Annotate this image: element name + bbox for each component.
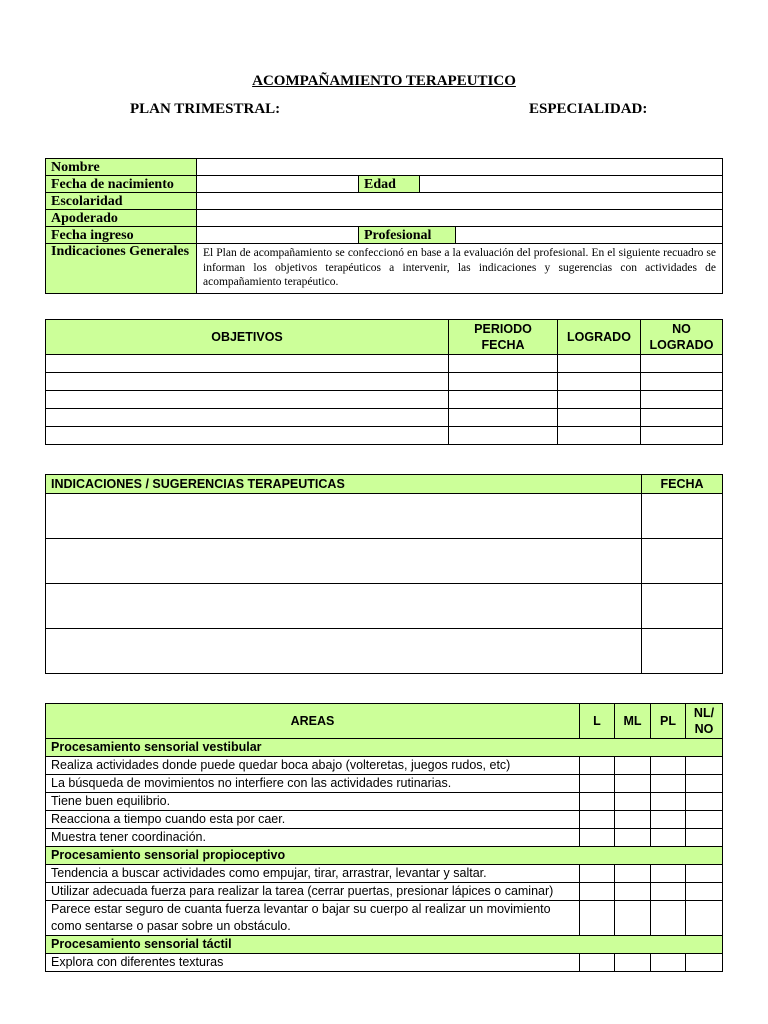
indication-cell[interactable] [46, 494, 642, 539]
period-cell[interactable] [449, 427, 558, 445]
indications-table [45, 474, 723, 674]
objective-row [46, 409, 723, 427]
ml-header: ML [615, 704, 651, 739]
area-row [46, 865, 723, 883]
objective-cell[interactable] [46, 409, 449, 427]
profesional-label: Profesional [359, 227, 456, 244]
pl-cell[interactable] [651, 811, 686, 829]
objective-cell[interactable] [46, 355, 449, 373]
profesional-field[interactable] [456, 227, 723, 244]
period-cell[interactable] [449, 391, 558, 409]
objective-cell[interactable] [46, 427, 449, 445]
nl-no-header: NL/ NO [686, 704, 723, 739]
nl-cell[interactable] [686, 829, 723, 847]
area-row [46, 901, 723, 936]
objetivos-header: OBJETIVOS [46, 320, 449, 355]
area-row [46, 793, 723, 811]
section-vestibular-title: Procesamiento sensorial vestibular [46, 739, 723, 757]
l-cell[interactable] [580, 829, 615, 847]
indication-row [46, 584, 723, 629]
indication-date-cell[interactable] [642, 539, 723, 584]
nombre-label: Nombre [46, 159, 197, 176]
no-logrado-header: NO LOGRADO [641, 320, 723, 355]
ml-cell[interactable] [615, 901, 651, 936]
l-cell[interactable] [580, 865, 615, 883]
nl-cell[interactable] [686, 793, 723, 811]
ml-cell[interactable] [615, 954, 651, 972]
area-row [46, 811, 723, 829]
area-row [46, 757, 723, 775]
l-cell[interactable] [580, 954, 615, 972]
fecha-header: FECHA [642, 475, 723, 494]
no-logrado-cell[interactable] [641, 427, 723, 445]
indication-date-cell[interactable] [642, 494, 723, 539]
escolaridad-label: Escolaridad [46, 193, 197, 210]
area-item-text: Utilizar adecuada fuerza para realizar la tarea (cerrar puertas, presionar lápices o caminar) [46, 883, 580, 901]
indicaciones-generales-text: El Plan de acompañamiento se confeccionó en base a la evaluación del profesional. En el siguiente recuadro se informan los objetivos terapéuticos a intervenir, las indicaciones y sugerencias con actividades de acompañamiento terapéutico. [197, 244, 723, 294]
pl-cell[interactable] [651, 954, 686, 972]
patient-info-table [45, 158, 723, 294]
ml-cell[interactable] [615, 811, 651, 829]
ml-cell[interactable] [615, 865, 651, 883]
areas-header: AREAS [46, 704, 580, 739]
pl-cell[interactable] [651, 793, 686, 811]
l-cell[interactable] [580, 811, 615, 829]
area-item-text: La búsqueda de movimientos no interfiere con las actividades rutinarias. [46, 775, 580, 793]
area-item-text: Explora con diferentes texturas [46, 954, 580, 972]
nl-cell[interactable] [686, 775, 723, 793]
period-cell[interactable] [449, 355, 558, 373]
pl-cell[interactable] [651, 757, 686, 775]
l-cell[interactable] [580, 901, 615, 936]
area-item-text: Muestra tener coordinación. [46, 829, 580, 847]
area-item-text: Realiza actividades donde puede quedar boca abajo (volteretas, juegos rudos, etc) [46, 757, 580, 775]
l-cell[interactable] [580, 793, 615, 811]
no-logrado-cell[interactable] [641, 355, 723, 373]
nl-cell[interactable] [686, 757, 723, 775]
nl-cell[interactable] [686, 811, 723, 829]
nl-cell[interactable] [686, 901, 723, 936]
nombre-field[interactable] [197, 159, 723, 176]
especialidad-label: ESPECIALIDAD: [529, 101, 648, 117]
areas-table [45, 703, 723, 972]
section-propioceptivo-title: Procesamiento sensorial propioceptivo [46, 847, 723, 865]
pl-cell[interactable] [651, 829, 686, 847]
indication-date-cell[interactable] [642, 629, 723, 674]
ml-cell[interactable] [615, 775, 651, 793]
l-header: L [580, 704, 615, 739]
apoderado-field[interactable] [197, 210, 723, 227]
ml-cell[interactable] [615, 757, 651, 775]
fecha-nacimiento-label: Fecha de nacimiento [46, 176, 197, 193]
logrado-cell[interactable] [558, 391, 641, 409]
logrado-cell[interactable] [558, 427, 641, 445]
fecha-ingreso-label: Fecha ingreso [46, 227, 197, 244]
area-item-text: Tiene buen equilibrio. [46, 793, 580, 811]
l-cell[interactable] [580, 757, 615, 775]
objectives-table [45, 319, 723, 445]
escolaridad-field[interactable] [197, 193, 723, 210]
indication-cell[interactable] [46, 539, 642, 584]
pl-header: PL [651, 704, 686, 739]
pl-cell[interactable] [651, 883, 686, 901]
logrado-header: LOGRADO [558, 320, 641, 355]
objective-cell[interactable] [46, 391, 449, 409]
ml-cell[interactable] [615, 883, 651, 901]
pl-cell[interactable] [651, 865, 686, 883]
indicaciones-generales-label: Indicaciones Generales [46, 244, 197, 294]
periodo-fecha-header: PERIODO FECHA [449, 320, 558, 355]
area-item-text: Tendencia a buscar actividades como empujar, tirar, arrastrar, levantar y saltar. [46, 865, 580, 883]
fecha-nacimiento-field[interactable] [197, 176, 359, 193]
objective-row [46, 355, 723, 373]
indication-row [46, 629, 723, 674]
indication-cell[interactable] [46, 584, 642, 629]
pl-cell[interactable] [651, 901, 686, 936]
ml-cell[interactable] [615, 793, 651, 811]
indicaciones-header: INDICACIONES / SUGERENCIAS TERAPEUTICAS [46, 475, 642, 494]
area-row [46, 883, 723, 901]
indication-cell[interactable] [46, 629, 642, 674]
indication-row [46, 494, 723, 539]
logrado-cell[interactable] [558, 355, 641, 373]
nl-cell[interactable] [686, 883, 723, 901]
document-title: ACOMPAÑAMIENTO TERAPEUTICO [252, 73, 516, 89]
indication-date-cell[interactable] [642, 584, 723, 629]
period-cell[interactable] [449, 373, 558, 391]
pl-cell[interactable] [651, 775, 686, 793]
area-row [46, 954, 723, 972]
fecha-ingreso-field[interactable] [197, 227, 359, 244]
section-tactil-title: Procesamiento sensorial táctil [46, 936, 723, 954]
objective-row [46, 427, 723, 445]
area-row [46, 829, 723, 847]
apoderado-label: Apoderado [46, 210, 197, 227]
objective-row [46, 391, 723, 409]
indication-row [46, 539, 723, 584]
no-logrado-cell[interactable] [641, 391, 723, 409]
ml-cell[interactable] [615, 829, 651, 847]
edad-field[interactable] [420, 176, 723, 193]
l-cell[interactable] [580, 775, 615, 793]
objective-row [46, 373, 723, 391]
objective-cell[interactable] [46, 373, 449, 391]
plan-trimestral-label: PLAN TRIMESTRAL: [130, 101, 281, 117]
logrado-cell[interactable] [558, 409, 641, 427]
l-cell[interactable] [580, 883, 615, 901]
period-cell[interactable] [449, 409, 558, 427]
no-logrado-cell[interactable] [641, 373, 723, 391]
logrado-cell[interactable] [558, 373, 641, 391]
no-logrado-cell[interactable] [641, 409, 723, 427]
nl-cell[interactable] [686, 865, 723, 883]
area-row [46, 775, 723, 793]
area-item-text: Parece estar seguro de cuanta fuerza levantar o bajar su cuerpo al realizar un movimiento como sentarse o pasar sobre un obstáculo. [46, 901, 580, 936]
nl-cell[interactable] [686, 954, 723, 972]
edad-label: Edad [359, 176, 420, 193]
area-item-text: Reacciona a tiempo cuando esta por caer. [46, 811, 580, 829]
